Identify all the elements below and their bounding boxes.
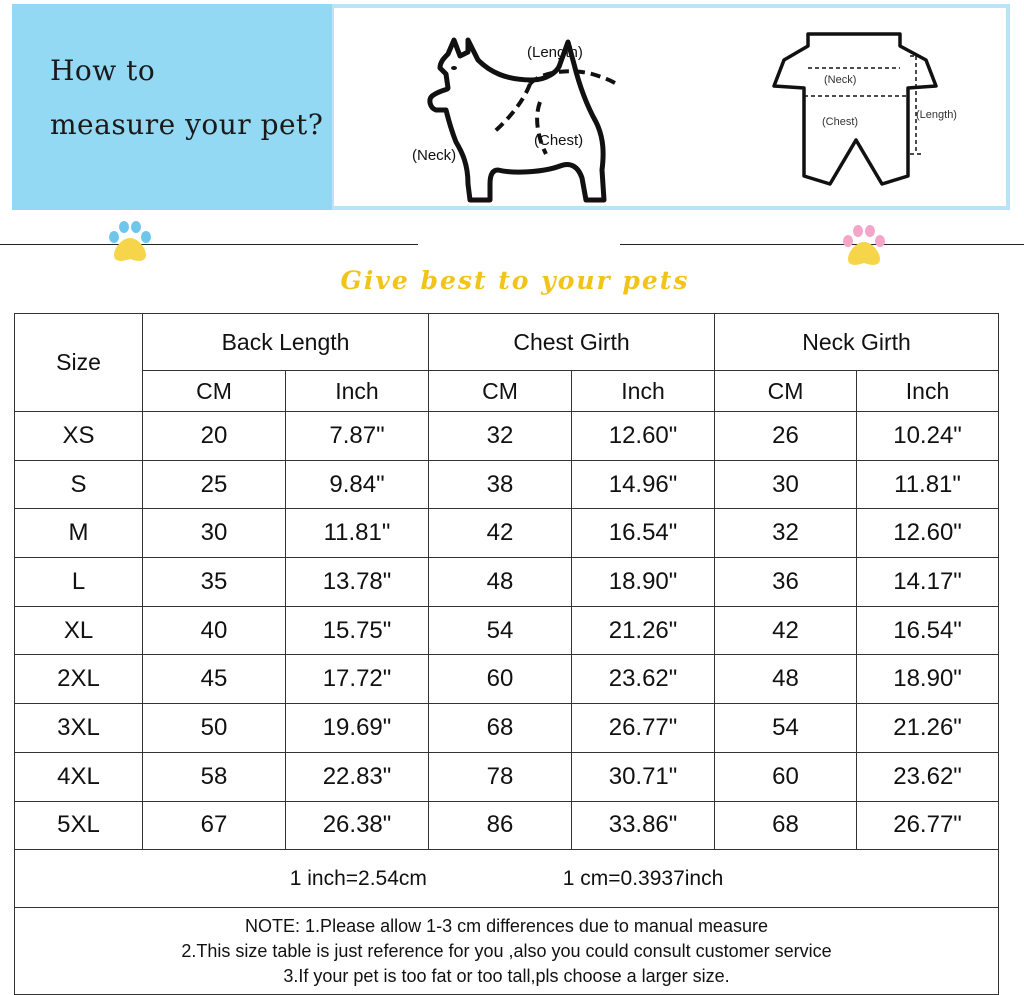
table-cell: 60 (715, 752, 857, 801)
table-cell: 26.77" (857, 801, 999, 850)
size-column-header: Size (15, 314, 143, 412)
slogan: Give best to your pets (340, 266, 690, 295)
note-line-1: NOTE: 1.Please allow 1-3 cm differences due to manual measure (245, 915, 768, 936)
table-cell: 9.84" (286, 460, 429, 509)
table-unit-header-row (15, 371, 999, 412)
table-cell: 11.81" (857, 460, 999, 509)
table-cell: 21.26" (572, 606, 715, 655)
table-cell: 16.54" (857, 606, 999, 655)
table-cell: 42 (429, 509, 572, 558)
table-cell: 58 (143, 752, 286, 801)
table-row (15, 412, 999, 461)
notes-cell (15, 908, 999, 995)
divider-right (620, 244, 1024, 245)
banner-title-line-1: How to (50, 54, 156, 87)
table-cell: 32 (715, 509, 857, 558)
table-cell: 48 (715, 655, 857, 704)
table-group-header-row (15, 314, 999, 371)
table-cell: 15.75" (286, 606, 429, 655)
back-length-header: Back Length (143, 314, 429, 371)
conversion-row (15, 850, 999, 908)
table-cell: 21.26" (857, 704, 999, 753)
chest-girth-header: Chest Girth (429, 314, 715, 371)
table-cell: 42 (715, 606, 857, 655)
size-cell: 3XL (15, 704, 143, 753)
table-cell: 23.62" (572, 655, 715, 704)
suit-chest-label: (Chest) (822, 116, 859, 128)
table-cell: 48 (429, 558, 572, 607)
suit-neck-label: (Neck) (824, 74, 857, 86)
unit-header-inch: Inch (572, 371, 715, 412)
suit-length-label: (Length) (916, 109, 957, 121)
table-cell: 36 (715, 558, 857, 607)
banner-diagram-panel (334, 8, 1006, 206)
table-cell: 19.69" (286, 704, 429, 753)
table-cell: 50 (143, 704, 286, 753)
unit-header-cm: CM (143, 371, 286, 412)
table-cell: 12.60" (857, 509, 999, 558)
neck-girth-header: Neck Girth (715, 314, 999, 371)
table-cell: 10.24" (857, 412, 999, 461)
table-cell: 67 (143, 801, 286, 850)
note-line-2: 2.This size table is just reference for you ,also you could consult customer service (181, 940, 832, 961)
table-cell: 60 (429, 655, 572, 704)
table-cell: 14.17" (857, 558, 999, 607)
dog-neck-label: (Neck) (412, 147, 457, 164)
table-cell: 30 (715, 460, 857, 509)
inch-to-cm-text: 1 inch=2.54cm (289, 866, 427, 890)
table-cell: 54 (429, 606, 572, 655)
cm-to-inch-text: 1 cm=0.3937inch (562, 866, 724, 890)
table-row (15, 655, 999, 704)
table-cell: 11.81" (286, 509, 429, 558)
paw-print-icon (840, 224, 888, 270)
conversion-cell (15, 850, 999, 908)
banner-title-line-2: measure your pet? (50, 108, 324, 141)
table-cell: 18.90" (857, 655, 999, 704)
table-cell: 45 (143, 655, 286, 704)
clothing-measure-diagram (334, 8, 1006, 206)
banner-title (50, 44, 323, 152)
table-cell: 33.86" (572, 801, 715, 850)
size-cell: 4XL (15, 752, 143, 801)
size-chart-table (14, 313, 999, 995)
table-cell: 17.72" (286, 655, 429, 704)
measure-banner (12, 4, 1010, 210)
table-cell: 32 (429, 412, 572, 461)
table-row (15, 801, 999, 850)
size-cell: 2XL (15, 655, 143, 704)
table-cell: 22.83" (286, 752, 429, 801)
size-cell: XL (15, 606, 143, 655)
table-cell: 30 (143, 509, 286, 558)
table-row (15, 558, 999, 607)
table-row (15, 606, 999, 655)
size-cell: M (15, 509, 143, 558)
unit-header-inch: Inch (286, 371, 429, 412)
table-cell: 30.71" (572, 752, 715, 801)
table-cell: 13.78" (286, 558, 429, 607)
table-cell: 68 (715, 801, 857, 850)
table-cell: 78 (429, 752, 572, 801)
unit-header-cm: CM (429, 371, 572, 412)
table-cell: 54 (715, 704, 857, 753)
table-cell: 40 (143, 606, 286, 655)
unit-header-cm: CM (715, 371, 857, 412)
table-cell: 68 (429, 704, 572, 753)
divider-left (0, 244, 418, 245)
paw-print-icon (106, 220, 154, 266)
table-cell: 7.87" (286, 412, 429, 461)
dog-length-label: (Length) (527, 44, 583, 61)
table-cell: 26.38" (286, 801, 429, 850)
dog-chest-label: (Chest) (534, 132, 584, 149)
table-row (15, 752, 999, 801)
table-row (15, 704, 999, 753)
table-cell: 14.96" (572, 460, 715, 509)
table-cell: 16.54" (572, 509, 715, 558)
unit-header-inch: Inch (857, 371, 999, 412)
size-cell: L (15, 558, 143, 607)
table-cell: 26 (715, 412, 857, 461)
banner-title-panel (12, 4, 332, 210)
notes-row (15, 908, 999, 995)
size-cell: 5XL (15, 801, 143, 850)
table-cell: 35 (143, 558, 286, 607)
table-cell: 18.90" (572, 558, 715, 607)
table-row (15, 509, 999, 558)
table-cell: 38 (429, 460, 572, 509)
table-cell: 86 (429, 801, 572, 850)
table-cell: 12.60" (572, 412, 715, 461)
table-cell: 25 (143, 460, 286, 509)
table-cell: 20 (143, 412, 286, 461)
size-cell: XS (15, 412, 143, 461)
table-row (15, 460, 999, 509)
note-line-3: 3.If your pet is too fat or too tall,pls choose a larger size. (283, 965, 730, 986)
size-cell: S (15, 460, 143, 509)
table-cell: 23.62" (857, 752, 999, 801)
table-cell: 26.77" (572, 704, 715, 753)
